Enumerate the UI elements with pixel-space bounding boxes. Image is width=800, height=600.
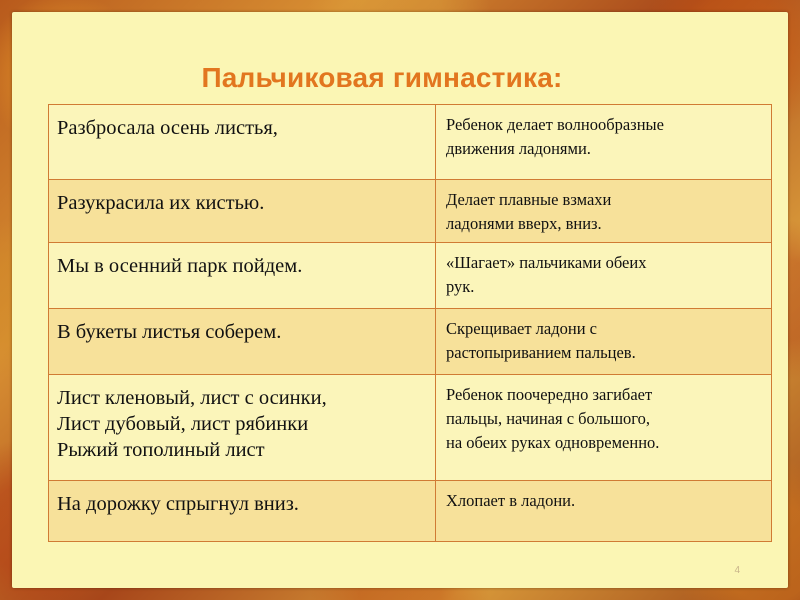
action-line: Скрещивает ладони с [446,319,597,338]
action-line: на обеих руках одновременно. [446,433,660,452]
verse-cell [49,309,436,375]
verse-cell [49,375,436,481]
verse-cell [49,180,436,243]
action-line: ладонями вверх, вниз. [446,214,602,233]
action-line: растопыриванием пальцев. [446,343,636,362]
verse-cell [49,481,436,542]
action-cell [436,375,772,481]
action-line: пальцы, начиная с большого, [446,409,651,428]
table-row [49,309,772,375]
action-cell [436,309,772,375]
verse-line: Лист кленовый, лист с осинки, [57,387,327,409]
table-row [49,375,772,481]
table-row [49,180,772,243]
verse-cell [49,105,436,180]
verse-cell [49,243,436,309]
table-row [49,243,772,309]
verse-line: Разбросала осень листья, [57,117,278,139]
action-line: Ребенок делает волнообразные [446,115,664,134]
slide-title: Пальчиковая гимнастика: [201,62,563,93]
action-line: рук. [446,277,475,296]
verse-line: Рыжий тополиный лист [57,439,265,461]
action-cell [436,481,772,542]
action-cell [436,243,772,309]
table-row [49,105,772,180]
action-line: «Шагает» пальчиками обеих [446,253,647,272]
action-line: Хлопает в ладони. [446,491,576,510]
verse-line: Лист дубовый, лист рябинки [57,413,309,435]
gymnastics-table [48,104,772,542]
verse-line: Разукрасила их кистью. [57,192,265,214]
action-cell [436,105,772,180]
slide [12,12,788,588]
verse-line: Мы в осенний парк пойдем. [57,255,303,277]
action-cell [436,180,772,243]
verse-line: В букеты листья соберем. [57,321,282,343]
page-number: 4 [734,565,740,576]
table-row [49,481,772,542]
action-line: Ребенок поочередно загибает [446,385,653,404]
action-line: Делает плавные взмахи [446,190,612,209]
verse-line: На дорожку спрыгнул вниз. [57,493,299,515]
action-line: движения ладонями. [446,139,591,158]
